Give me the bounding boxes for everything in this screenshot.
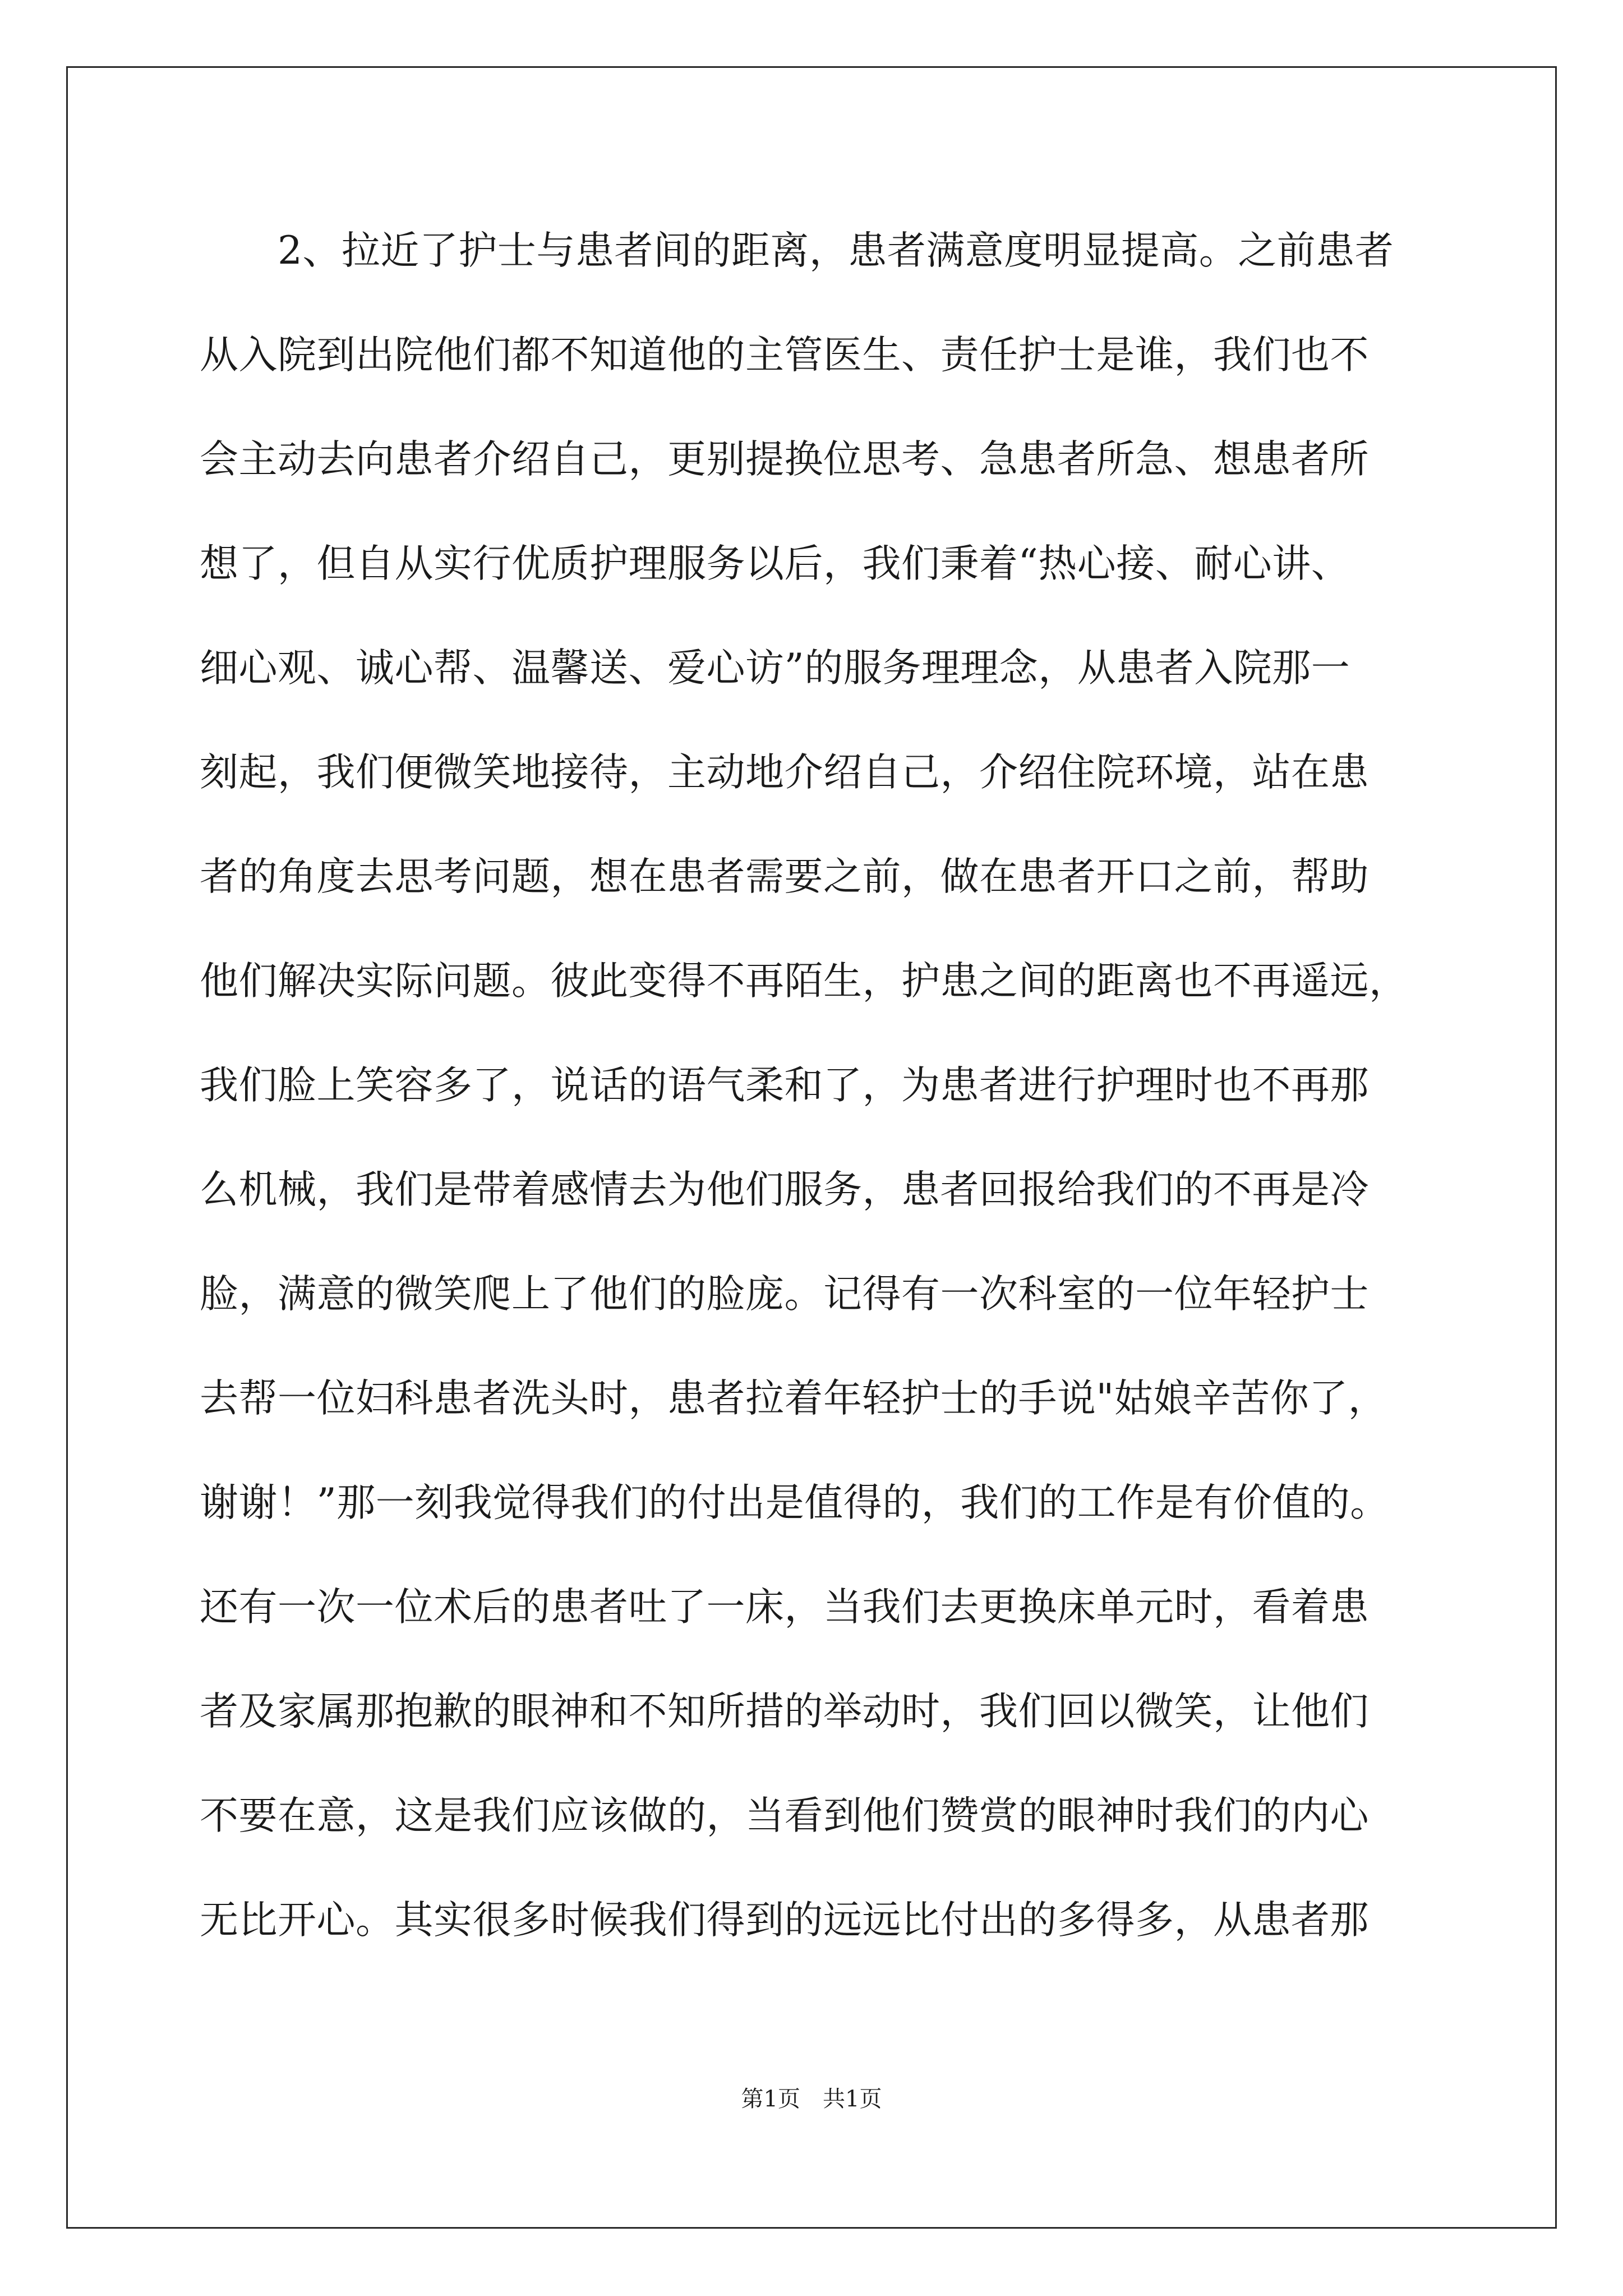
text-line: 他们解决实际问题。彼此变得不再陌生，护患之间的距离也不再遥远，	[200, 959, 1408, 1004]
text-line: 者及家属那抱歉的眼神和不知所措的举动时，我们回以微笑，让他们	[200, 1689, 1369, 1734]
text-line: 么机械，我们是带着感情去为他们服务，患者回报给我们的不再是冷	[200, 1167, 1369, 1212]
text-line: 会主动去向患者介绍自己，更别提换位思考、急患者所急、想患者所	[200, 437, 1369, 482]
text-line: 从入院到出院他们都不知道他的主管医生、责任护士是谁，我们也不	[200, 333, 1369, 378]
text-line: 我们脸上笑容多了，说话的语气柔和了，为患者进行护理时也不再那	[200, 1063, 1369, 1108]
text-line: 想了，但自从实行优质护理服务以后，我们秉着“热心接、耐心讲、	[200, 541, 1350, 586]
text-line: 不要在意，这是我们应该做的，当看到他们赞赏的眼神时我们的内心	[200, 1793, 1369, 1838]
text-line: 谢谢！”那一刻我觉得我们的付出是值得的，我们的工作是有价值的。	[200, 1480, 1389, 1525]
text-line: 去帮一位妇科患者洗头时，患者拉着年轻护士的手说"姑娘辛苦你了，	[200, 1376, 1387, 1421]
text-line: 还有一次一位术后的患者吐了一床，当我们去更换床单元时，看着患	[200, 1585, 1369, 1630]
text-line: 2、拉近了护士与患者间的距离，患者满意度明显提高。之前患者	[200, 228, 1394, 273]
text-line: 脸，满意的微笑爬上了他们的脸庞。记得有一次科室的一位年轻护士	[200, 1272, 1369, 1317]
body-text	[200, 220, 1433, 1994]
text-line: 者的角度去思考问题，想在患者需要之前，做在患者开口之前，帮助	[200, 854, 1369, 899]
text-line: 细心观、诚心帮、温馨送、爱心访”的服务理理念，从患者入院那一	[200, 646, 1350, 691]
text-line: 刻起，我们便微笑地接待，主动地介绍自己，介绍住院环境，站在患	[200, 750, 1369, 795]
page-number-footer: 第1页 共1页	[741, 2086, 882, 2112]
text-line: 无比开心。其实很多时候我们得到的远远比付出的多得多，从患者那	[200, 1898, 1369, 1943]
